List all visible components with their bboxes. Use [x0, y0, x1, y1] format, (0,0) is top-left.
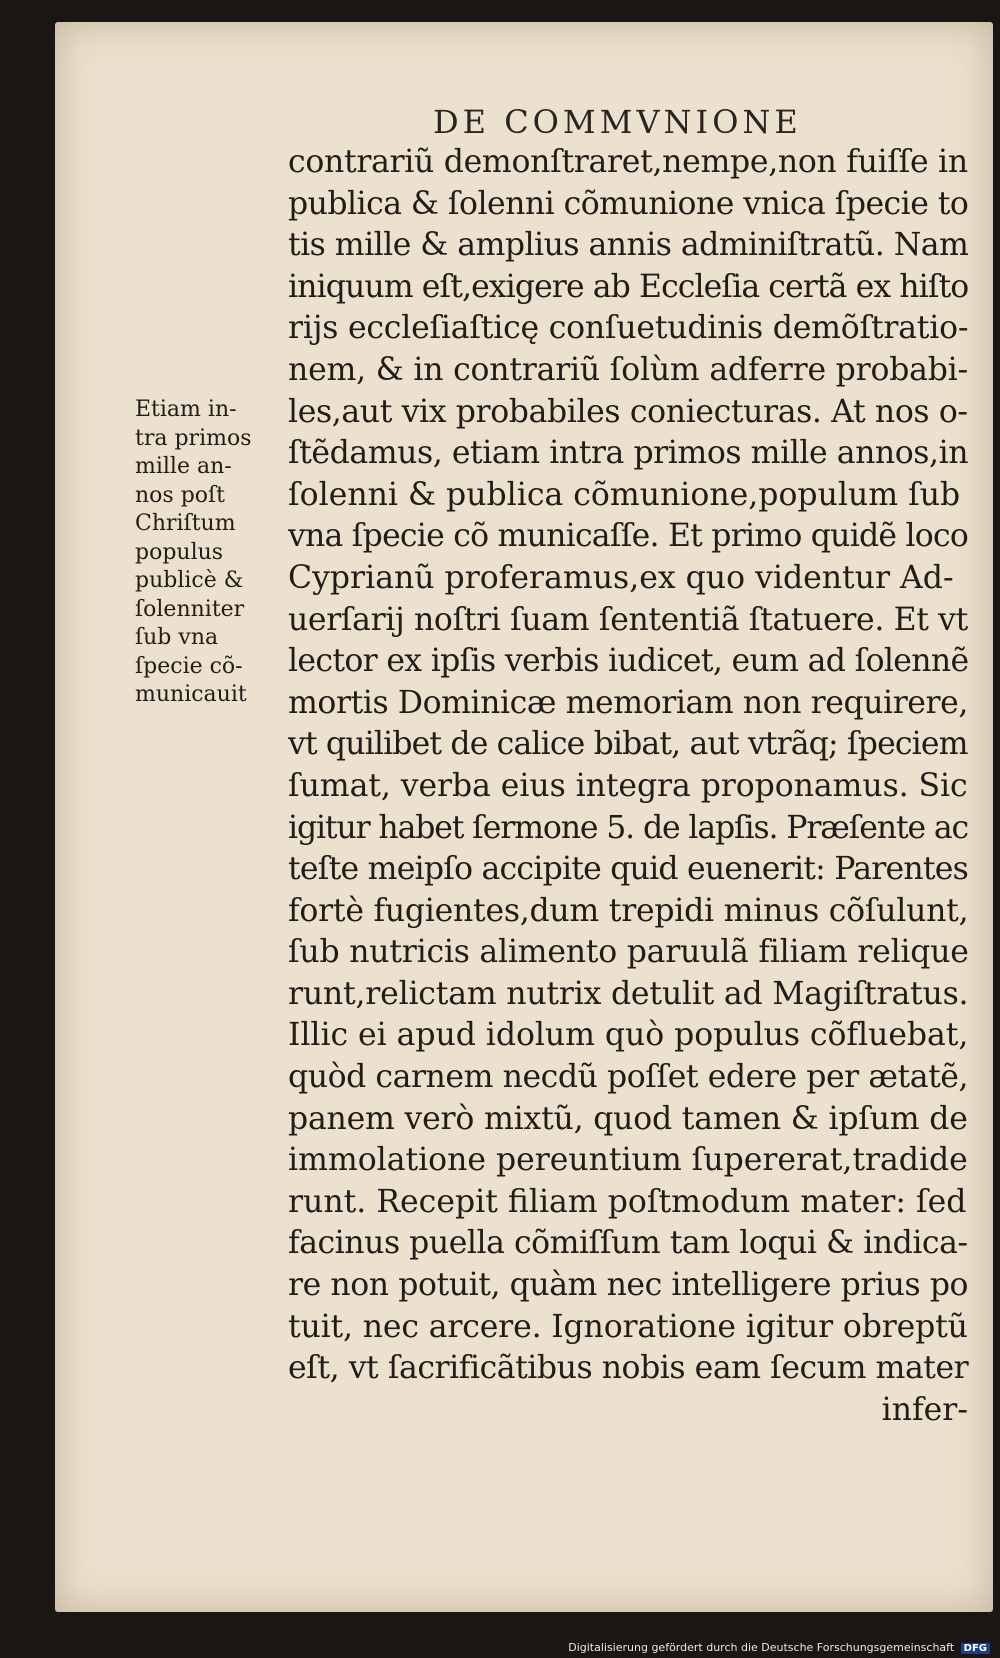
- text-line: ſumat, verba eius integra proponamus. Sic: [288, 767, 968, 804]
- text-line: ſtẽdamus, etiam intra primos mille annos,in: [288, 435, 969, 472]
- margin-note-line: Etiam in-: [135, 397, 237, 422]
- text-line: immolatione pereuntium ſupererat,tradide: [288, 1142, 968, 1179]
- text-line: vt quilibet de calice bibat, aut vtrãq; ſpeciem: [288, 726, 968, 763]
- margin-note-line: populus: [135, 539, 224, 565]
- text-line: vna ſpecie cõ municaſſe. Et primo quidẽ loco: [288, 518, 969, 555]
- catchword: infer-: [881, 1391, 968, 1428]
- text-line: runt,relictam nutrix detulit ad Magiſtratus.: [288, 975, 969, 1012]
- text-line: igitur habet ſermone 5. de lapſis. Præſente ac: [288, 809, 969, 846]
- main-text-block: [288, 142, 968, 1431]
- text-line: re non potuit, quàm nec intelligere prius po: [288, 1267, 969, 1304]
- text-line: quòd carnem necdũ poſſet edere per ætatẽ,: [288, 1059, 969, 1096]
- text-line: lector ex ipſis verbis iudicet, eum ad ſolennẽ: [288, 643, 969, 680]
- text-line: Illic ei apud idolum quò populus cõfluebat,: [288, 1017, 969, 1054]
- text-line: fortè fugientes,dum trepidi minus cõſulunt,: [288, 892, 969, 929]
- text-line: panem verò mixtũ, quod tamen & ipſum de: [288, 1100, 968, 1137]
- marginal-note: [135, 396, 285, 710]
- text-line: publica & ſolenni cõmunione vnica ſpecie to: [288, 185, 969, 222]
- margin-note-line: tra primos: [135, 425, 252, 451]
- margin-note-line: publicè &: [135, 568, 244, 593]
- text-line: rijs eccleſiaſticę conſuetudinis demõſtratio-: [288, 310, 969, 347]
- margin-note-line: ſolenniter: [135, 596, 245, 622]
- text-line: facinus puella cõmiſſum tam loqui & indica-: [288, 1225, 968, 1262]
- margin-note-line: nos poſt: [135, 482, 226, 508]
- margin-note-line: Chriſtum: [135, 511, 236, 536]
- text-line: ſolenni & publica cõmunione,populum ſub: [288, 476, 961, 513]
- text-line: tuit, nec arcere. Ignoratione igitur obreptũ: [288, 1308, 968, 1345]
- text-line: runt. Recepit filiam poſtmodum mater: ſed: [288, 1183, 967, 1220]
- margin-note-line: ſub vna: [135, 625, 219, 650]
- text-line: mortis Dominicæ memoriam non requirere,: [288, 684, 968, 721]
- margin-note-line: ſpecie cõ-: [135, 653, 243, 679]
- text-line: tis mille & amplius annis adminiſtratũ. Nam: [288, 227, 969, 264]
- text-line: eſt, vt ſacrificãtibus nobis eam ſecum mater: [288, 1350, 969, 1387]
- text-line: nem, & in contrariũ ſolùm adferre probabi-: [288, 351, 968, 388]
- text-line: Cyprianũ proferamus,ex quo videntur Ad-: [288, 559, 954, 596]
- digitization-credit: [568, 1641, 990, 1654]
- dfg-logo: DFG: [961, 1643, 990, 1654]
- text-line: iniquum eſt,exigere ab Eccleſia certã ex hiſto: [288, 268, 969, 305]
- margin-note-line: mille an-: [135, 454, 232, 479]
- text-line: uerſarij noſtri ſuam ſententiã ſtatuere. Et vt: [288, 601, 968, 638]
- running-header: DE COMMVNIONE: [433, 103, 802, 141]
- text-line: contrariũ demonſtraret,nempe,non fuiſſe in: [288, 144, 968, 180]
- text-line: les,aut vix probabiles coniecturas. At nos o-: [288, 393, 968, 430]
- margin-note-line: municauit: [135, 682, 247, 707]
- text-line: teſte meipſo accipite quid euenerit: Parentes: [288, 851, 968, 888]
- credit-text: Digitalisierung gefördert durch die Deutsche Forschungsgemeinschaft: [568, 1641, 955, 1654]
- text-line: ſub nutricis alimento paruulã filiam relique: [288, 934, 969, 971]
